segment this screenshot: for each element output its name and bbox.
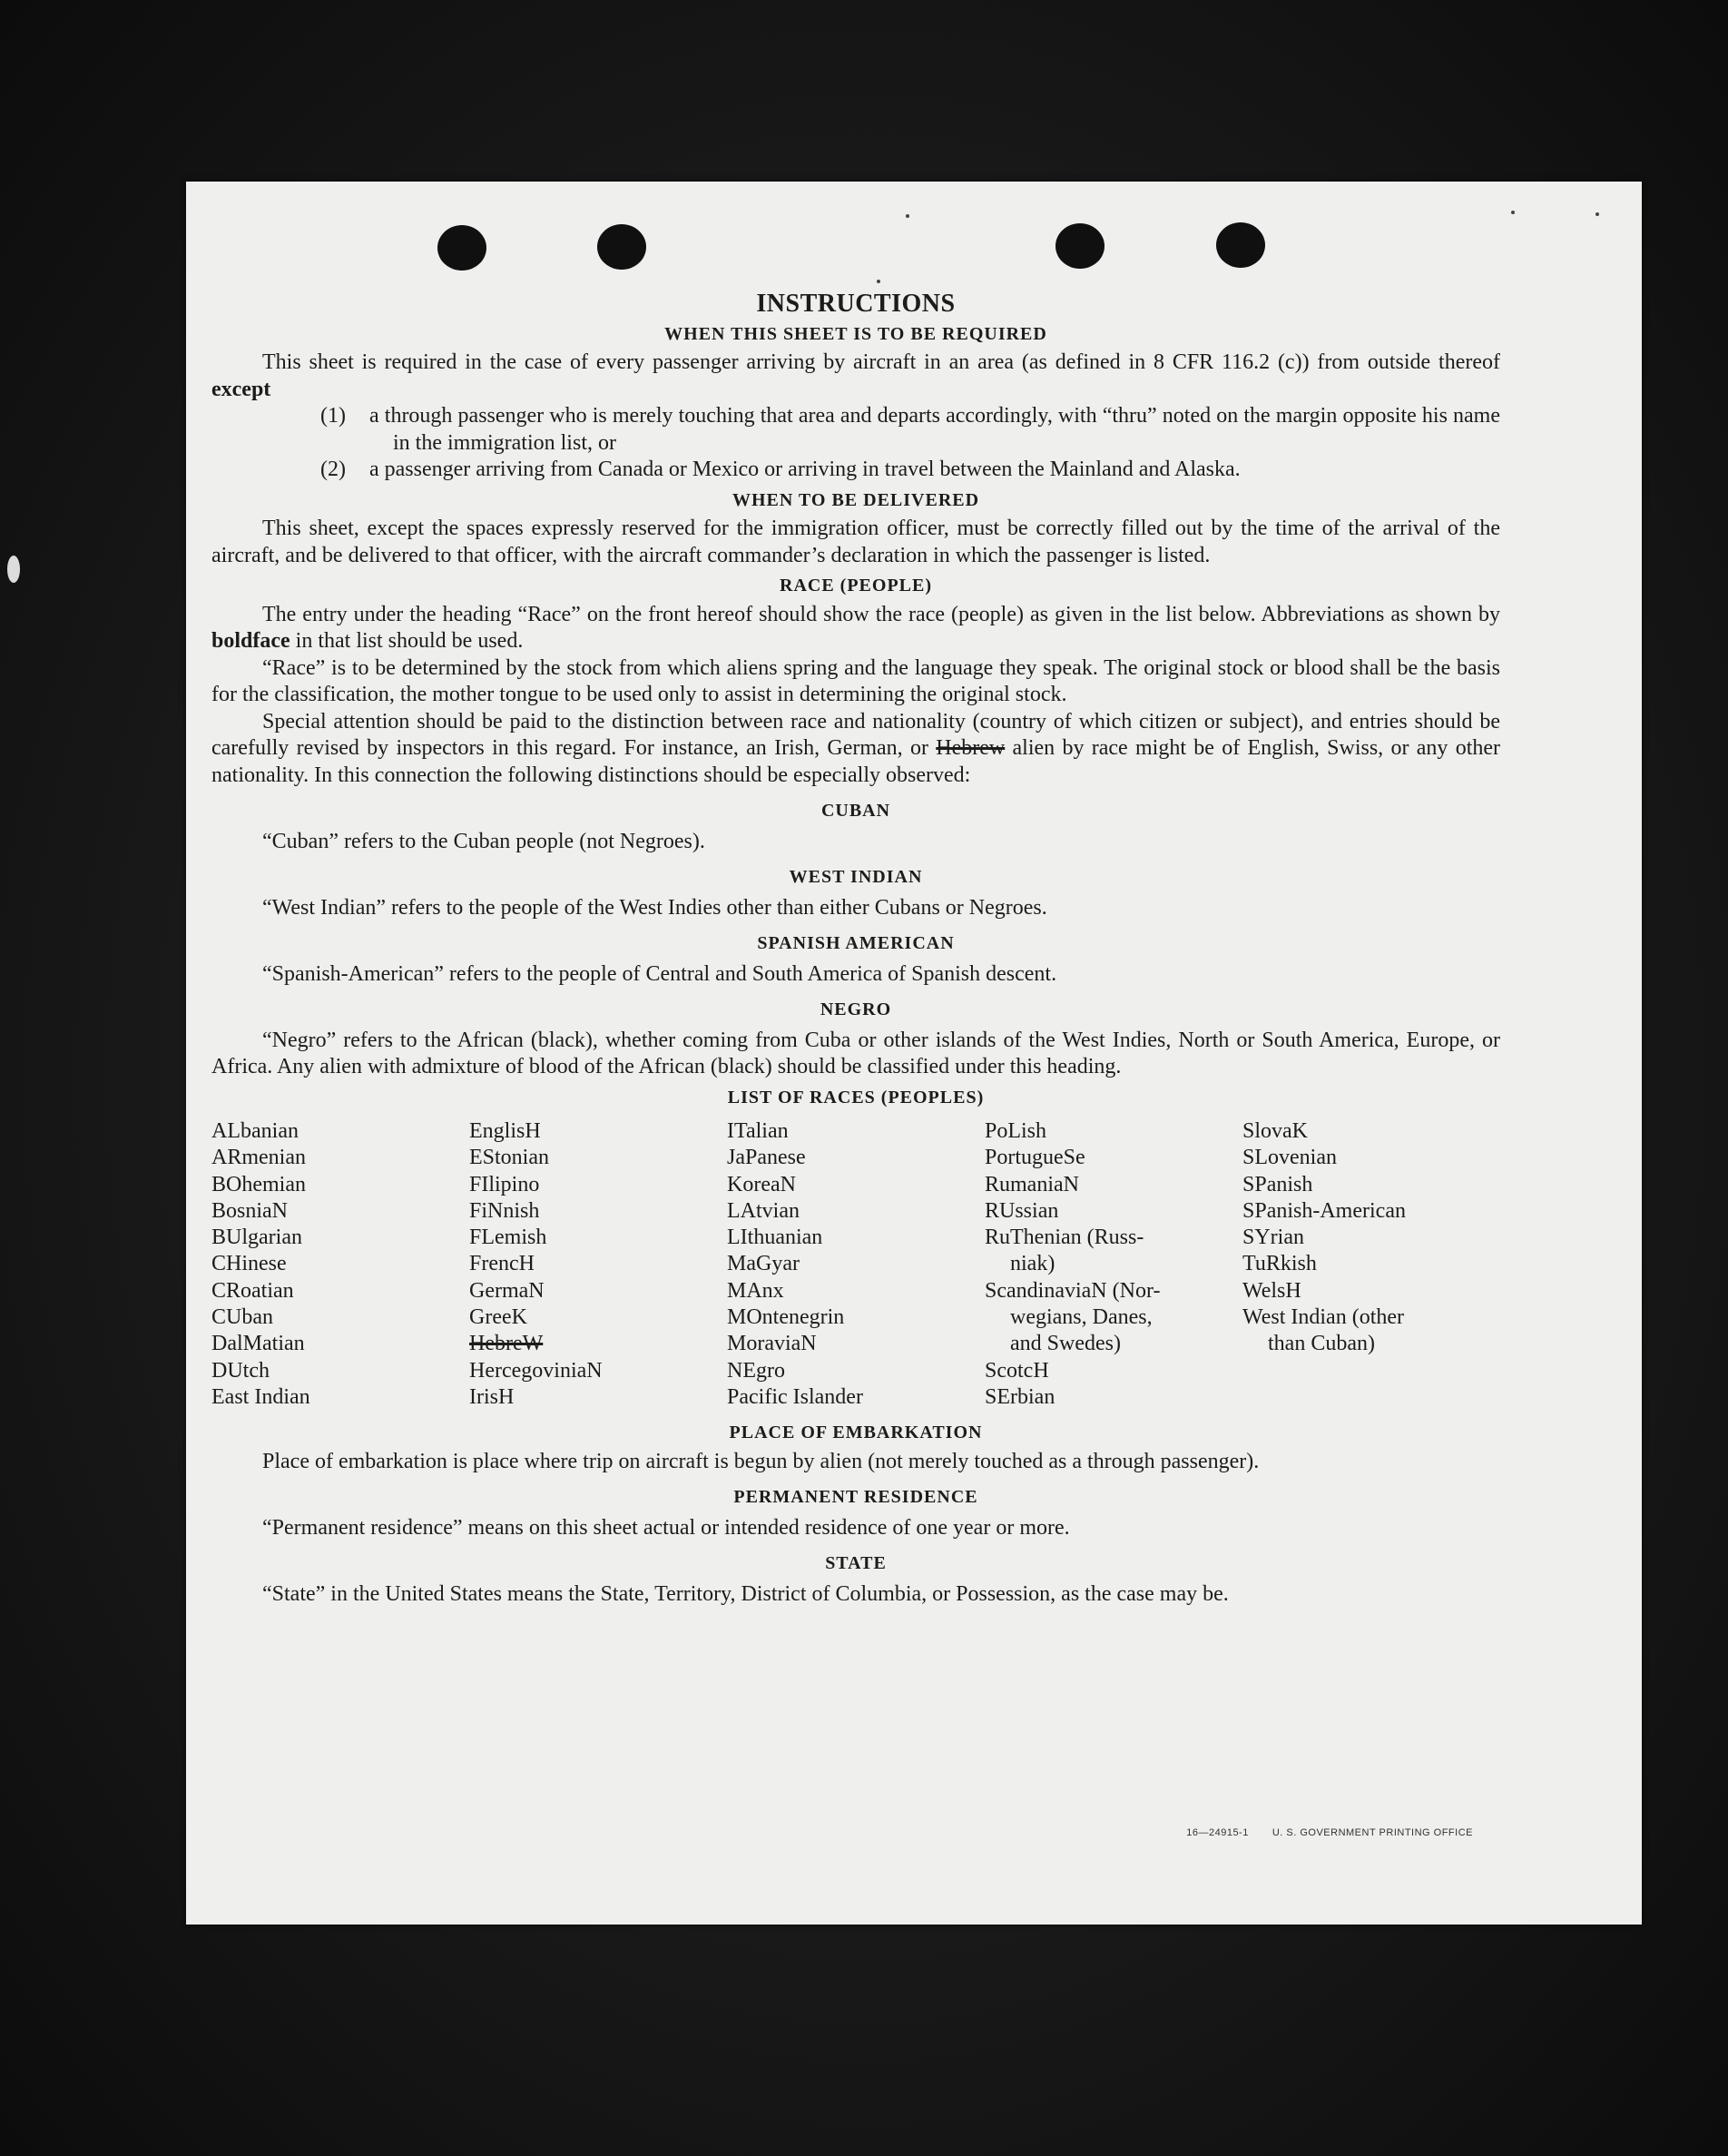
race-paragraph-1: The entry under the heading “Race” on the front hereof should show the race (people) as given in the list below. Abbreviations as shown by boldface in that list should be used.: [211, 602, 1500, 653]
race-entry: EStonian: [469, 1146, 549, 1170]
race-entry: CUban: [211, 1305, 273, 1330]
west-indian-text: “West Indian” refers to the people of the West Indies other than either Cubans or Negroes.: [262, 895, 1047, 920]
when-required-intro: This sheet is required in the case of every passenger arriving by aircraft in an area (as defined in 8 CFR 116.2 (c)) from outside thereof except: [211, 350, 1500, 401]
race-column: [985, 1118, 1242, 1411]
race-entry: SlovaK: [1242, 1119, 1308, 1143]
race-entry: RuThenian (Russ-: [985, 1226, 1144, 1250]
race-entry: CRoatian: [211, 1278, 294, 1303]
race-entry: WelsH: [1242, 1278, 1301, 1303]
heading-place-of-embarkation: PLACE OF EMBARKATION: [729, 1423, 983, 1443]
when-required-item-2: (2) a passenger arriving from Canada or Mexico or arriving in travel between the Mainland and Alaska.: [320, 458, 1241, 481]
race-entry: MOntenegrin: [727, 1305, 845, 1330]
film-edge-mark: [7, 556, 20, 583]
state-text: “State” in the United States means the State, Territory, District of Columbia, or Possession, as the case may be.: [262, 1581, 1229, 1606]
race-entry: JaPanese: [727, 1146, 806, 1170]
heading-west-indian: WEST INDIAN: [789, 867, 923, 887]
punch-hole: [1055, 223, 1105, 269]
race-entry: niak): [1010, 1252, 1055, 1276]
page-title: INSTRUCTIONS: [756, 290, 956, 318]
race-entry: SPanish: [1242, 1172, 1313, 1196]
race-entry: LAtvian: [727, 1198, 800, 1223]
when-delivered-text: This sheet, except the spaces expressly reserved for the immigration officer, must be correctly filled out by the time of the arrival of the aircraft, and be delivered to that officer, with the aircraft commander’s declaration in which the passenger is listed.: [211, 517, 1500, 567]
heading-cuban: CUBAN: [820, 801, 891, 821]
race-entry: NEgro: [727, 1358, 785, 1383]
race-entry: DalMatian: [211, 1332, 305, 1356]
race-entry: MoraviaN: [727, 1332, 817, 1356]
race-entry: wegians, Danes,: [1010, 1305, 1153, 1330]
race-entry: DUtch: [211, 1358, 270, 1383]
race-paragraph-2: “Race” is to be determined by the stock from which aliens spring and the language they speak. The original stock or blood shall be the basis for the classification, the mother tongue to be used only to assist in determining the original stock.: [211, 655, 1500, 706]
race-entry: SErbian: [985, 1384, 1055, 1409]
race-entry: SPanish-American: [1242, 1198, 1406, 1223]
form-code: 16—24915-1: [1186, 1827, 1249, 1838]
printer-name: U. S. GOVERNMENT PRINTING OFFICE: [1271, 1827, 1473, 1838]
instruction-sheet: [186, 182, 1642, 1925]
race-entry: IrisH: [469, 1384, 515, 1409]
race-column: [469, 1118, 727, 1411]
race-entry: RumaniaN: [985, 1172, 1079, 1196]
instructions-body: [211, 290, 1500, 1608]
race-entry: BosniaN: [211, 1198, 288, 1223]
punch-hole: [1216, 222, 1265, 268]
race-entry: BOhemian: [211, 1172, 306, 1196]
race-list: [211, 1118, 1500, 1411]
race-entry: than Cuban): [1268, 1332, 1375, 1356]
race-entry: RUssian: [985, 1198, 1059, 1223]
race-entry: MaGyar: [727, 1252, 800, 1276]
printer-imprint: [1186, 1827, 1473, 1838]
cuban-text: “Cuban” refers to the Cuban people (not Negroes).: [262, 829, 705, 853]
speck: [906, 214, 909, 218]
race-entry: HebreW: [469, 1332, 544, 1356]
race-entry: GreeK: [469, 1305, 527, 1330]
race-entry: LIthuanian: [727, 1226, 823, 1250]
speck: [1595, 212, 1599, 216]
heading-race: RACE (PEOPLE): [780, 576, 932, 596]
race-entry: Pacific Islander: [727, 1384, 863, 1409]
heading-negro: NEGRO: [820, 999, 892, 1019]
heading-spanish-american: SPANISH AMERICAN: [757, 933, 955, 953]
heading-permanent-residence: PERMANENT RESIDENCE: [733, 1487, 978, 1508]
race-entry: FrencH: [469, 1252, 535, 1276]
race-column: [1242, 1118, 1500, 1411]
spanish-american-text: “Spanish-American” refers to the people of Central and South America of Spanish descent.: [262, 961, 1057, 986]
race-entry: CHinese: [211, 1252, 287, 1276]
punch-hole: [437, 225, 486, 271]
permanent-residence-text: “Permanent residence” means on this sheet actual or intended residence of one year or more.: [262, 1515, 1070, 1540]
race-entry: BUlgarian: [211, 1226, 302, 1250]
race-entry: GermaN: [469, 1278, 545, 1303]
heading-state: STATE: [825, 1553, 887, 1574]
race-entry: ScandinaviaN (Nor-: [985, 1278, 1161, 1303]
race-entry: SLovenian: [1242, 1146, 1337, 1170]
punch-hole: [597, 224, 646, 270]
race-entry: SYrian: [1242, 1226, 1304, 1250]
race-entry: ScotcH: [985, 1358, 1049, 1383]
heading-when-required: WHEN THIS SHEET IS TO BE REQUIRED: [664, 323, 1047, 344]
race-column: [211, 1118, 469, 1411]
race-entry: FiNnish: [469, 1198, 540, 1223]
race-entry: ALbanian: [211, 1119, 299, 1143]
race-paragraph-3: Special attention should be paid to the distinction between race and nationality (country of which citizen or subject), and entries should be carefully revised by inspectors in this regard. For instance, an Irish, German, or Hebrew alien by race might be of English, Swiss, or any other nationality. In this connection the following distinctions should be especially observed:: [211, 709, 1500, 787]
speck: [877, 280, 880, 283]
race-column: [727, 1118, 985, 1411]
race-entry: MAnx: [727, 1278, 784, 1303]
when-required-item-1: (1) a through passenger who is merely touching that area and departs accordingly, with “thru” noted on the margin opposite his name in the immigration list, or: [320, 404, 1500, 455]
struck-word: Hebrew: [936, 736, 1006, 760]
speck: [1511, 211, 1515, 214]
race-entry: PortugueSe: [985, 1146, 1085, 1170]
place-of-embarkation-text: Place of embarkation is place where trip on aircraft is begun by alien (not merely touched as a through passenger).: [262, 1449, 1260, 1473]
race-entry: HercegoviniaN: [469, 1358, 603, 1383]
race-entry: KoreaN: [727, 1172, 796, 1196]
negro-text: “Negro” refers to the African (black), whether coming from Cuba or other islands of the West Indies, North or South America, Europe, or Africa. Any alien with admixture of blood of the African (black) should be classified under this heading.: [211, 1028, 1500, 1078]
race-entry: and Swedes): [1010, 1332, 1121, 1356]
race-entry: EnglisH: [469, 1119, 541, 1143]
heading-when-delivered: WHEN TO BE DELIVERED: [731, 489, 980, 510]
race-entry: TuRkish: [1242, 1252, 1317, 1276]
race-entry: ARmenian: [211, 1146, 306, 1170]
race-entry: West Indian (other: [1242, 1305, 1405, 1330]
heading-list-of-races: LIST OF RACES (PEOPLES): [727, 1087, 985, 1108]
race-entry: FLemish: [469, 1226, 547, 1250]
race-entry: FIlipino: [469, 1172, 540, 1196]
race-entry: PoLish: [985, 1119, 1047, 1143]
race-entry: East Indian: [211, 1384, 310, 1409]
race-entry: ITalian: [727, 1119, 789, 1143]
